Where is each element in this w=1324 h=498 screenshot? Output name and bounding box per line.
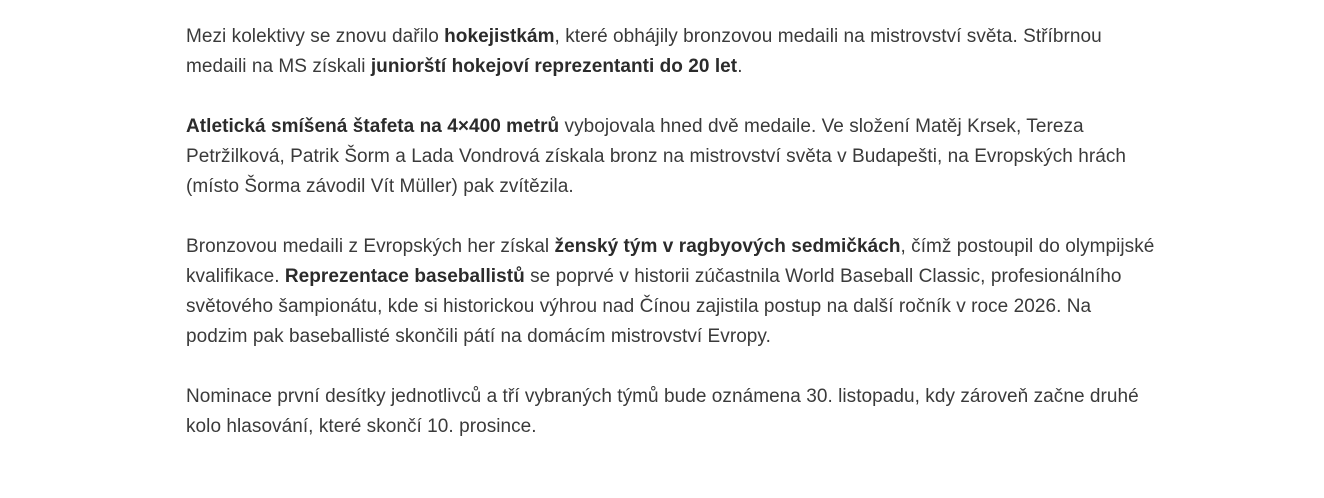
highlight-hockey-juniors: juniorští hokejoví reprezentanti do 20 let xyxy=(370,56,738,77)
text: , čímž postoupil do olympijské kvalifikace. xyxy=(186,236,1155,287)
text: se poprvé v historii zúčastnila World Baseball Classic, profesionálního světového šampionátu, kde si historickou výhrou nad Čínou zajistila postup na další ročník v roce 2026. Na podzim pak baseballisté skončili pátí na domácím mistrovství Evropy. xyxy=(186,266,1122,347)
highlight-hockey-women: hokejistkám xyxy=(444,26,555,47)
text: . xyxy=(737,56,743,77)
text: , které obhájily bronzovou medaili na mistrovství světa. Stříbrnou medaili na MS získali xyxy=(186,26,1102,77)
highlight-baseball: Reprezentace baseballistů xyxy=(284,266,525,287)
text: Bronzovou medaili z Evropských her získal xyxy=(186,236,555,257)
text: Mezi kolektivy se znovu dařilo xyxy=(186,26,445,47)
text: Nominace první desítky jednotlivců a tří vybraných týmů bude oznámena 30. listopadu, kdy zároveň začne druhé kolo hlasování, které skončí 10. prosince. xyxy=(186,386,1139,437)
paragraph-hockey xyxy=(186,22,1156,82)
paragraph-athletics xyxy=(186,112,1156,202)
text: vybojovala hned dvě medaile. Ve složení Matěj Krsek, Tereza Petržilková, Patrik Šorm a Lada Vondrová získala bronz na mistrovství světa v Budapešti, na Evropských hrách (místo Šorma závodil Vít Müller) pak zvítězila. xyxy=(186,116,1126,197)
paragraph-rugby-baseball xyxy=(186,232,1156,352)
highlight-relay: Atletická smíšená štafeta na 4×400 metrů xyxy=(186,116,560,137)
highlight-rugby: ženský tým v ragbyových sedmičkách xyxy=(554,236,901,257)
paragraph-nominations xyxy=(186,382,1156,442)
article-body xyxy=(186,22,1156,472)
